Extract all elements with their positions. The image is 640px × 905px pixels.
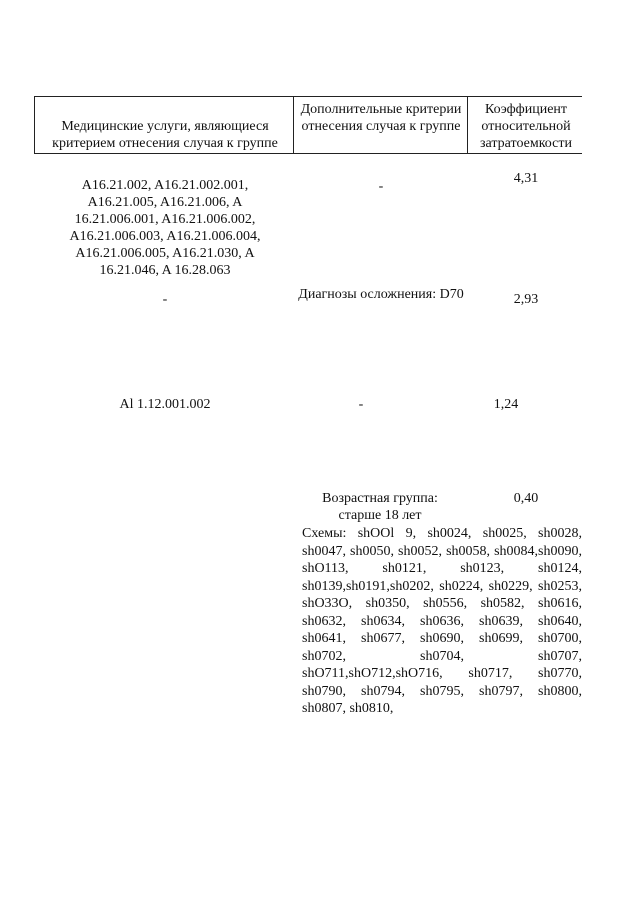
row-2-coefficient: 2,93: [513, 292, 539, 307]
header-col-services: Медицинские услуги, являющиеся критерием отнесения случая к группе: [52, 119, 278, 151]
header-divider-2: [467, 96, 468, 154]
row-3-services: Al 1.12.001.002: [119, 397, 211, 412]
row-1-criteria: -: [378, 179, 384, 194]
header-divider-1: [293, 96, 294, 154]
row-1-coefficient: 4,31: [513, 171, 539, 186]
row-4-criteria: Возрастная группа: старше 18 лет: [322, 491, 438, 523]
table-top-border: [34, 96, 582, 97]
row-4-coefficient: 0,40: [513, 491, 539, 506]
row-2-services: -: [162, 292, 168, 307]
row-1-services: A16.21.002, A16.21.002.001, A16.21.005, A16.21.006, A 16.21.006.001, A16.21.006.002, A16.21.006.003, A16.21.006.004, A16.21.006.005, A16.21.030, A 16.21.046, A 16.28.063: [69, 178, 261, 278]
header-col-criteria: Дополнительные критерии отнесения случая к группе: [300, 102, 462, 134]
row-4-schemes: Схемы: shOOl 9, sh0024, sh0025, sh0028, sh0047, sh0050, sh0052, sh0058, sh0084,sh0090, shO113, sh0121, sh0123, sh0124, sh0139,sh0191,sh0202, sh0224, sh0229, sh0253, shO33O, sh0350, sh0556, sh0582, sh0616, sh0632, sh0634, sh0636, sh0639, sh0640, sh0641, sh0677, sh0690, sh0699, sh0700, sh0702, sh0704, sh0707, shO711,shO712,shO716, sh0717, sh0770, sh0790, sh0794, sh0795, sh0797, sh0800, sh0807, sh0810,: [302, 526, 582, 716]
header-left-border: [34, 96, 35, 154]
row-3-coefficient: 1,24: [493, 397, 519, 412]
header-col-coefficient: Коэффициент относительной затратоемкости: [480, 102, 572, 151]
header-bottom-border: [34, 153, 582, 154]
row-2-criteria: Диагнозы осложнения: D70: [298, 287, 464, 302]
row-3-criteria: -: [358, 397, 364, 412]
